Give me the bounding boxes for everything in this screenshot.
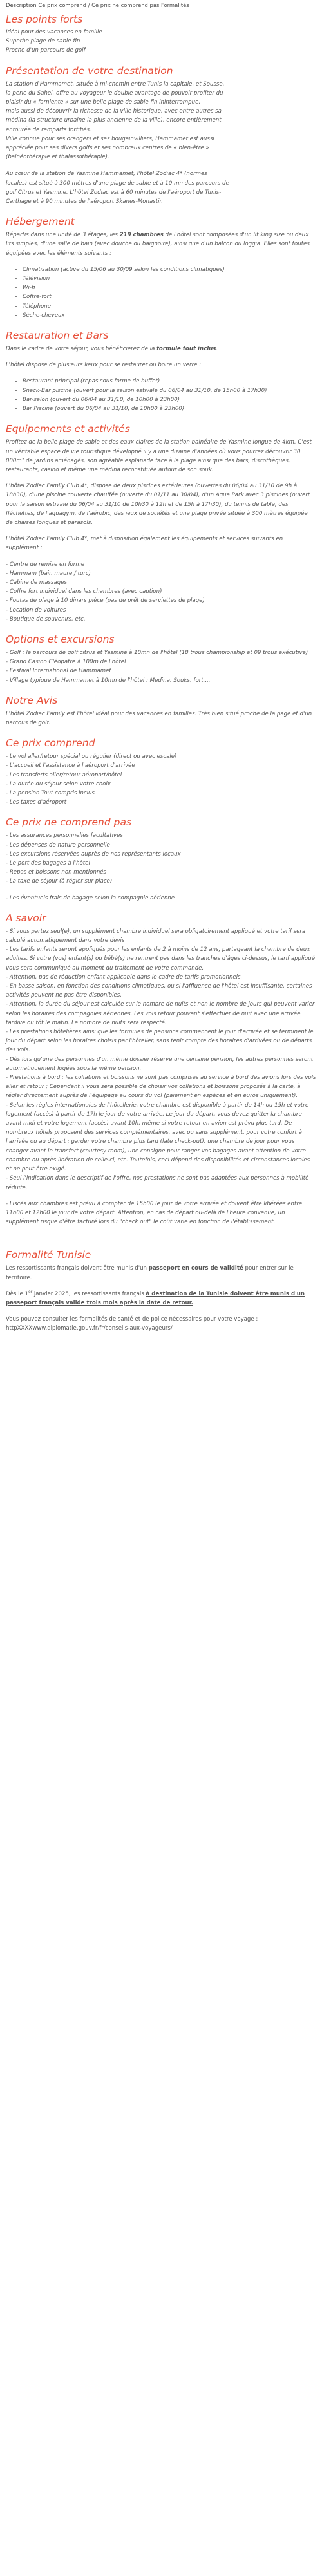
text-line: Ville connue pour ses orangers et ses bougainvilliers, Hammamet est aussi	[6, 135, 214, 142]
section-price-excludes	[6, 816, 316, 902]
list-item: • Télévision	[23, 274, 316, 283]
list-item: - Le vol aller/retour spécial ou régulier (direct ou avec escale)	[6, 753, 177, 760]
section-title: Options et excursions	[6, 633, 115, 645]
passport-validity-requirement: à destination de la Tunisie doivent être munis d'un passeport français valide trois mois après la date de retour.	[6, 1290, 305, 1306]
list-item: Proche d'un parcours de golf	[6, 47, 86, 54]
health-formalities-link[interactable]: Vous pouvez consulter les formalités de santé et de police nécessaires pour votre voyage : httpXXXXwww.diplomatie.gouv.fr/fr/conseils-aux-voyageurs/	[6, 1316, 258, 1332]
list-item: - Boutique de souvenirs, etc.	[6, 616, 86, 623]
text-span: Répartis dans une unité de 3 étages, les	[6, 232, 120, 239]
list-item: • Bar-salon (ouvert du 06/04 au 31/10, de 10h00 à 23h00)	[23, 395, 316, 404]
extras-intro: L'hôtel Zodiac Family Club 4*, met à disposition également les équipements et services suivants en supplément :	[6, 536, 283, 552]
text-line: (balnéothérapie et thalassothérapie).	[6, 154, 109, 161]
restaurants-list	[6, 377, 316, 413]
text-line: Au cœur de la station de Yasmine Hammamet, l'hôtel Zodiac 4* (normes	[6, 171, 207, 178]
section-title: Formalité Tunisie	[6, 1249, 91, 1261]
passport-validity-paragraph	[6, 1290, 316, 1308]
list-item: • Wi-fi	[23, 283, 316, 292]
text-span: pour entrer sur le territoire.	[6, 1265, 294, 1281]
section-title: Equipements et activités	[6, 423, 130, 435]
section-accommodation	[6, 215, 316, 320]
facilities-paragraph: Profitez de la belle plage de sable et des eaux claires de la station balnéaire de Yasmine longue de 4km. C'est un véritable espace de vie touristique développé il y a une dizaine d'années où vous pourrez découvrir 30 000m² de jardins aménagés, son agréable esplanade face à la plage ainsi que des bars, discothèques, restaurants, casino et même une médina reconstituée autour de son souk.	[6, 439, 312, 473]
list-item: • Sèche-cheveux	[23, 311, 316, 320]
list-item: - Grand Casino Cléopatre à 100m de l'hôtel	[6, 659, 126, 666]
room-access-note: - Liscés aux chambres est prévu à compter de 15h00 le jour de votre arrivée et doivent être libérées entre 11h00 et 12h00 le jour de votre départ. Attention, en cas de départ ou-delà de l'heure convenue, un supplément risque d'être facturé lors du "check out" le coût varie en fonction de l'établissement.	[6, 1200, 303, 1226]
section-formalities	[6, 1248, 316, 1333]
list-item: • Bar Piscine (ouvert du 06/04 au 31/10, de 10h00 à 23h00)	[23, 404, 316, 413]
list-item: • Climatisation (active du 15/06 au 30/09 selon les conditions climatiques)	[23, 265, 316, 274]
text-line: appréciée pour ses divers golfs et ses nombreux centres de « bien-être »	[6, 145, 209, 152]
list-item: - Les assurances personnelles facultatives	[6, 832, 123, 840]
list-item: - Hammam (bain maure / turc)	[6, 570, 91, 577]
review-text: L'hôtel Zodiac Family est l'hôtel idéal pour des vacances en familles. Très bien situé proche de la page et d'un parcous de golf.	[6, 710, 312, 726]
section-title: Hébergement	[6, 216, 75, 228]
list-item: • Snack-Bar piscine (ouvert pour la saison estivale du 06/04 au 31/10, de 15h00 à 17h30)	[23, 386, 316, 395]
all-inclusive-label: formule tout inclus	[156, 346, 216, 353]
section-highlights	[6, 13, 316, 55]
text-line: mais aussi de découvrir la richesse de la ville historique, avec entre autres sa	[6, 108, 222, 115]
passport-paragraph	[6, 1264, 316, 1282]
section-price-includes	[6, 737, 316, 807]
list-item: - L'accueil et l'assistance à l'aéroport d'arrivée	[6, 762, 135, 769]
list-item: - Location de voitures	[6, 606, 66, 614]
passport-requirement: passeport en cours de validité	[148, 1265, 243, 1272]
extras-list	[6, 560, 316, 624]
list-item: - La taxe de séjour (à régler sur place)	[6, 878, 113, 885]
text-span: Les ressortissants français doivent être munis d'un	[6, 1265, 149, 1272]
section-review	[6, 694, 316, 728]
good-to-know-text: - Si vous partez seul(e), un supplément chambre individuel sera obligatoirement appliqué et votre tarif sera calculé automatiquement dans votre devis - Les tarifs enfants seront appliqués pour les enfants de 2 à moins de 12 ans, partageant la chambre de deux adultes. Si votre (vos) enfant(s) ou bébé(s) ne rentrent pas dans les tranches d'âges ci-dessus, le tarif appliqué vous sera communiqué au moment du traitement de votre commande. - Attention, pas de réduction enfant applicable dans le cadre de tarifs promotionnels. - En basse saison, en fonction des conditions climatiques, ou si l'affluence de l'hôtel est insuffisante, certaines activités peuvent ne pas être disponibles. - Attention, la durée du séjour est calculée sur le nombre de nuits et non le nombre de jours qui peuvent varier selon les horaires des compagnies aériennes. Les vols retour pouvant s'effectuer de nuit avec une arrivée tardive ou tôt le matin. Le nombre de nuits sera respecté. - Les prestations hôtelières ainsi que les formules de pensions commencent le jour d'arrivée et se terminent le jour du départ selon les horaires choisis par l'hôtelier, sans tenir compte des horaires d'arrivées ou de départs des vols. - Dès lors qu'une des personnes d'un même dossier réserve une certaine pension, les autres personnes seront automatiquement logées sous la même pension. - Prestations à bord : les collations et boissons ne sont pas comprises au service à bord des avions lors des vols aller et retour ; Cependant il vous sera possible de choisir vos collations et boissons proposés à la carte, à régler directement auprès de l'équipage au cours du vol (paiement en espèces et en euros uniquement). - Selon les règles internationales de l'hôtellerie, votre chambre est disponible à partir de 14h ou 15h et votre logement (accès) à partir de 17h le jour de votre arrivée. Le jour du départ, vous devez quitter la chambre avant midi et votre logement (accès) avant 10h, même si votre retour en avion est prévu plus tard. De nombreux hôtels proposent des services complémentaires, avec ou sans supplément, pour votre confort à l'arrivée ou au départ : garder votre chambre plus tard (late check-out), une chambre de jour pour vous changer avant le transfert (courtesy room), une consigne pour ranger vos bagages avant attention de votre chambre ou après libération de celle-ci, etc. Toutefois, ceci dépend des disponibilités et circonstances locales et ne peut être exigé. - Seul l'indication dans le descriptif de l'offre, nos prestations ne sont pas adaptées aux personnes à mobilité réduite.	[6, 928, 316, 1191]
list-item: • Coffre-fort	[23, 292, 316, 301]
section-title: Restauration et Bars	[6, 330, 109, 342]
includes-list	[6, 752, 316, 807]
list-item: - La pension Tout compris inclus	[6, 789, 95, 796]
text-span: er	[28, 1289, 33, 1294]
rooms-count: 219 chambres	[119, 232, 164, 239]
section-facilities	[6, 422, 316, 624]
restaurants-intro: L'hôtel dispose de plusieurs lieux pour se restaurer ou boire un verre :	[6, 362, 202, 369]
text-line: golf Citrus et Yasmine. L'hôtel Zodiac est à 60 minutes de l'aéroport de Tunis-	[6, 189, 222, 196]
section-title: Les points forts	[6, 14, 83, 25]
text-line: La station d'Hammamet, située à mi-chemin entre Tunis la capitale, et Sousse,	[6, 80, 225, 88]
section-title: Ce prix ne comprend pas	[6, 816, 132, 829]
text-span: Dès le 1	[6, 1290, 28, 1297]
highlights-list	[6, 28, 316, 55]
list-item: Idéal pour des vacances en famille	[6, 29, 102, 35]
list-item: - Festival International de Hammamet	[6, 668, 111, 675]
list-item: • Restaurant principal (repas sous forme de buffet)	[23, 377, 316, 386]
list-item: - Cabine de massages	[6, 579, 67, 586]
text-span: .	[216, 346, 218, 353]
list-item: - Repas et boissons non mentionnés	[6, 869, 107, 876]
list-item: - Les dépenses de nature personnelle	[6, 841, 110, 849]
list-item: - Centre de remise en forme	[6, 561, 84, 568]
section-title: Notre Avis	[6, 694, 58, 706]
baggage-note: - Les éventuels frais de bagage selon la compagnie aérienne	[6, 894, 175, 901]
presentation-paragraph	[6, 80, 316, 162]
tab-bar[interactable]: Description Ce prix comprend / Ce prix ne comprend pas Formalités	[6, 2, 189, 8]
section-restaurants	[6, 329, 316, 413]
list-item: - Golf : le parcours de golf citrus et Yasmine à 10mn de l'hôtel (18 trous championship et 09 trous exécutive)	[6, 649, 308, 656]
list-item: - Les taxes d'aéroport	[6, 799, 67, 806]
list-item: - Coffre fort individuel dans les chambres (avec caution)	[6, 588, 162, 596]
text-span: de l'hôtel sont composées d'un lit king size ou deux lits simples, d'une salle de bain (avec douche ou baignoire), ainsi que d'un balcon ou loggia. Elles sont toutes équipées avec les éléments suivants :	[6, 232, 310, 257]
room-equipment-list	[6, 265, 316, 320]
section-presentation	[6, 64, 316, 207]
text-line: médina (la structure urbaine la plus ancienne de la ville), encore entièrement	[6, 117, 222, 124]
text-span: Dans le cadre de votre séjour, vous bénéficierez de la	[6, 346, 157, 353]
list-item: - La durée du séjour selon votre choix	[6, 780, 111, 787]
list-item: - Les transferts aller/retour aéroport/hôtel	[6, 771, 122, 778]
list-item: - Village typique de Hammamet à 10mn de l'hôtel ; Medina, Souks, fort,...	[6, 677, 211, 684]
list-item: - Les excursions réservées auprès de nos représentants locaux	[6, 851, 181, 858]
list-item: • Téléphone	[23, 302, 316, 311]
accommodation-paragraph	[6, 230, 316, 258]
section-title: Ce prix comprend	[6, 737, 95, 749]
list-item: - Foutas de plage à 10 dinars pièce (pas de prêt de serviettes de plage)	[6, 597, 205, 605]
hotel-location-paragraph	[6, 169, 316, 206]
section-title: A savoir	[6, 912, 46, 924]
options-list	[6, 648, 316, 685]
text-line: la perle du Sahel, offre au voyageur le double avantage de pouvoir profiter du	[6, 89, 223, 97]
text-span: janvier 2025, les ressortissants français	[32, 1290, 146, 1297]
text-line: locales) est situé à 300 mètres d'une plage de sable et à 10 mn des parcours de	[6, 180, 229, 187]
excludes-list	[6, 831, 316, 886]
list-item: - Le port des bagages à l'hôtel	[6, 860, 90, 867]
list-item: Superbe plage de sable fin	[6, 38, 80, 45]
text-line: Carthage et à 90 minutes de l'aéroport Skanes-Monastir.	[6, 198, 163, 205]
pools-paragraph: L'hôtel Zodiac Family Club 4*, dispose de deux piscines extérieures (ouvertes du 06/04 au 31/10 de 9h à 18h30), d'une piscine couverte chauffée (ouverte du 01/11 au 30/04), d'un Aqua Park avec 3 piscines (ouvert pour la saison estivale du 06/04 au 31/10 de 10h30 à 12h et de 15h à 17h30), du tennis de table, des fléchettes, de l'aquagym, de l'aérobic, des jeux de sociétés et une plage privée située à 300 mètres équipée de chaises longues et parasols.	[6, 483, 310, 526]
board-paragraph	[6, 344, 316, 353]
section-title: Présentation de votre destination	[6, 64, 173, 77]
section-good-to-know	[6, 912, 316, 1227]
section-options	[6, 633, 316, 685]
text-line: plaisir du « farniente » sur une belle plage de sable fin ininterrompue,	[6, 99, 201, 106]
text-line: entourée de remparts fortifiés.	[6, 126, 91, 133]
